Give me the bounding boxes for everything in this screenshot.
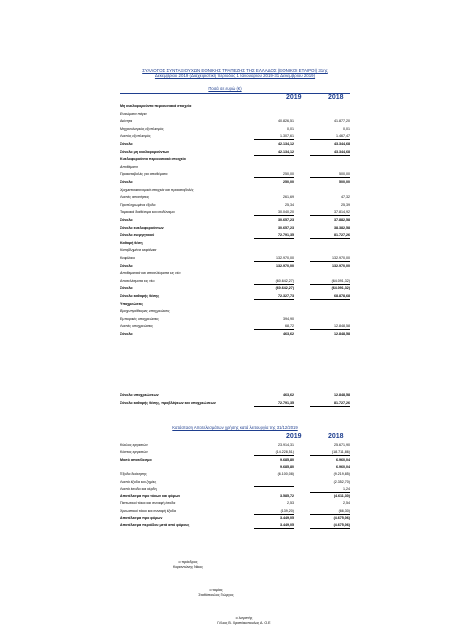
balance-row [120, 308, 350, 314]
balance-row [120, 179, 350, 185]
income-row [120, 493, 350, 499]
income-value-2018: 6.960,04 [336, 464, 350, 469]
balance-label: Αποτελέσματα εις νέο [120, 278, 155, 283]
income-value-2019: (14.228,51) [254, 449, 294, 456]
income-value-2019: (6.100,08) [277, 472, 294, 477]
signature-role: ο πρόεδρος [178, 560, 198, 564]
balance-label: Προκαταβολές για αποθέματα [120, 172, 168, 177]
balance-value-2019: 132.970,00 [254, 255, 294, 262]
balance-row [120, 133, 350, 139]
balance-row [120, 111, 350, 117]
income-row [120, 464, 350, 470]
signature-name: Γέλιος Β. Χριστάκοπουλος Α. Ο.Ε [217, 621, 271, 625]
balance-value-2018: 12.848,58 [310, 323, 350, 330]
totals-label: Σύνολο υποχρεώσεων [120, 393, 159, 397]
income-value-2019 [254, 486, 294, 487]
income-row [120, 442, 350, 448]
balance-row [120, 225, 350, 231]
balance-value-2018: 81.727,26 [310, 232, 350, 239]
totals-row [120, 392, 350, 398]
income-value-2019: 3.449,05 [280, 516, 294, 520]
balance-value-2019: 42.134,12 [254, 149, 294, 156]
income-value-2019: 9.685,80 [280, 457, 294, 462]
header-rule [120, 93, 350, 94]
totals-value-2018: 81.727,26 [310, 400, 350, 407]
balance-row [120, 293, 350, 299]
balance-value-2019: 72.327,73 [254, 293, 294, 300]
balance-row [120, 141, 350, 147]
signature-block [156, 588, 276, 598]
balance-value-2019: 40.826,51 [278, 119, 294, 124]
balance-label: Μη κυκλοφορούντα περιουσιακά στοιχεία [120, 104, 192, 108]
totals-value-2019: 72.791,35 [254, 400, 294, 407]
balance-value-2018: 500,00 [310, 171, 350, 178]
balance-label: Ενσώματα πάγια [120, 111, 147, 116]
totals-label: Σύνολο καθαρής θέσης, προβλέψεων και υποχρεώσεων [120, 400, 216, 405]
balance-label: Βραχυπρόθεσμες υποχρεώσεις [120, 309, 170, 314]
document-title [90, 68, 380, 78]
income-row [120, 486, 350, 492]
balance-label: Εμπορικές υποχρεώσεις [120, 316, 159, 321]
income-row [120, 500, 350, 506]
balance-label: Λοιπός εξοπλισμός [120, 134, 151, 139]
balance-row [120, 278, 350, 284]
balance-row [120, 247, 350, 253]
balance-row [120, 301, 350, 307]
balance-row [120, 149, 350, 155]
balance-value-2018: 1.467,47 [310, 133, 350, 140]
balance-value-2019: 261,69 [283, 195, 294, 200]
income-value-2019: 23.914,31 [278, 443, 294, 447]
balance-row [120, 323, 350, 329]
balance-row [120, 331, 350, 337]
signature-role: ο ταμίας [209, 588, 223, 592]
balance-label: Σύνολο [120, 142, 133, 146]
balance-value-2018: 47,32 [341, 195, 350, 200]
balance-row [120, 240, 350, 246]
balance-value-2019: 250,00 [283, 180, 294, 184]
balance-label: Καταβλημένα κεφάλαια [120, 248, 157, 253]
signature-name: Καραντώνης Νίκος [173, 565, 203, 569]
income-value-2018: (2.352,70) [333, 479, 350, 484]
balance-label: Σύνολο [120, 286, 133, 291]
balance-label: Σύνολο καθαρής θέσης [120, 294, 160, 298]
income-year-2018: 2018 [328, 433, 344, 440]
income-value-2018: 2,54 [343, 501, 350, 506]
balance-row [120, 164, 350, 170]
income-value-2019: 9.685,80 [280, 464, 294, 469]
signature-name: Σταθόπουλος Γιώργος [198, 593, 234, 597]
balance-label: Σύνολο ενεργητικού [120, 233, 155, 238]
income-label: Κόστος εργασιών [120, 450, 148, 455]
balance-label: Προπληρωμένα έξοδα [120, 202, 156, 207]
income-row [120, 515, 350, 521]
income-label: Κύκλος εργασιών [120, 443, 148, 447]
balance-value-2019: 30.657,23 [278, 218, 294, 222]
balance-value-2018: 132.970,00 [332, 263, 350, 268]
income-row [120, 522, 350, 528]
balance-value-2018: 37.882,58 [334, 218, 350, 222]
balance-label: Ακίνητα [120, 119, 133, 124]
balance-label: Αποθεματικά και αποτελέσματα εις νέο [120, 271, 181, 276]
totals-value-2019: 463,62 [283, 393, 294, 397]
balance-label: Καθαρή θέση [120, 240, 143, 245]
income-value-2018: (4.611,30) [333, 494, 350, 499]
balance-label: Μηχανολογικός εξοπλισμός [120, 126, 164, 131]
income-value-2018: 25.671,90 [334, 443, 350, 447]
balance-value-2019: (60.642,27) [254, 278, 294, 285]
balance-value-2018: 41.877,20 [334, 119, 350, 124]
balance-row [120, 232, 350, 238]
balance-row [120, 217, 350, 223]
currency-note: Ποσά σε ευρώ (€) [208, 86, 242, 91]
balance-row [120, 316, 350, 322]
income-value-2019: (139,20) [254, 508, 294, 515]
balance-value-2019: 250,00 [254, 171, 294, 178]
balance-value-2018: (64.091,32) [331, 286, 350, 291]
balance-row [120, 187, 350, 193]
balance-value-2018: 132.970,00 [310, 255, 350, 262]
balance-row [120, 255, 350, 261]
balance-value-2019: 132.970,00 [276, 263, 294, 268]
balance-value-2018: 12.848,58 [334, 332, 350, 336]
balance-value-2018: 43.344,68 [334, 142, 350, 146]
balance-row [120, 126, 350, 132]
balance-value-2019: 25,34 [285, 202, 294, 207]
balance-value-2019: 0,01 [287, 126, 294, 131]
balance-label: Σύνολο [120, 332, 133, 336]
balance-row [120, 103, 350, 109]
income-year-2019: 2019 [286, 433, 302, 440]
totals-row [120, 400, 350, 406]
balance-value-2019: 463,62 [283, 332, 294, 336]
balance-value-2018: 37.814,92 [310, 209, 350, 216]
balance-value-2019: (60.642,27) [275, 286, 294, 291]
balance-value-2018: (64.091,32) [310, 278, 350, 285]
income-label: Λοιπά έξοδα και ζημίες [120, 479, 157, 484]
income-value-2018: (18.711,86) [310, 449, 350, 456]
income-row [120, 479, 350, 485]
income-label: Χρεωστικοί τόκοι και συναφή έξοδα [120, 508, 177, 513]
balance-label: Σύνολο [120, 263, 133, 268]
income-value-2018: (4.675,06) [310, 522, 350, 529]
income-row [120, 508, 350, 514]
balance-row [120, 202, 350, 208]
balance-value-2019: 30.040,20 [254, 209, 294, 216]
balance-label: Κεφάλαιο [120, 256, 136, 260]
balance-row [120, 263, 350, 269]
title-line-2: Δεκεμβρίου 2019 (Διαχειριστική περίοδος 1 Ιανουαρίου 2019-31 Δεκεμβρίου 2019) [154, 73, 316, 79]
income-label: Αποτέλεσμα περιόδου μετά από φόρους [120, 523, 190, 528]
income-label: Έξοδα διοίκησης [120, 472, 147, 477]
balance-row [120, 285, 350, 291]
balance-value-2018: 38.382,58 [334, 225, 350, 230]
balance-value-2019: 68,72 [254, 323, 294, 330]
income-value-2018: 1,24 [310, 486, 350, 493]
balance-value-2018: 0,01 [343, 126, 350, 131]
balance-label: Κυκλοφορούντα περιουσιακά στοιχεία [120, 157, 186, 162]
balance-value-2019: 1.307,61 [254, 133, 294, 140]
balance-label: Σύνολο κυκλοφορούντων [120, 225, 164, 230]
income-value-2018: (4.675,06) [333, 516, 350, 520]
income-row [120, 471, 350, 477]
balance-row [120, 156, 350, 162]
balance-label: Υποχρεώσεις [120, 301, 144, 306]
balance-row [120, 118, 350, 124]
balance-label: Σύνολο μη κυκλοφορούντων [120, 149, 170, 154]
balance-value-2018: 43.344,68 [310, 149, 350, 156]
signature-role: ο λογιστής [235, 616, 253, 620]
balance-value-2018: 500,00 [339, 180, 350, 184]
title-line-1: ΣΥΛΛΟΓΟΣ ΣΥΝΤΑΞΙΟΥΧΩΝ ΕΘΝΙΚΗΣ ΤΡΑΠΕΖΗΣ ΤΗΣ ΕΛΛΑΔΟΣ (ΕΘΝΙΚΟΙ ΕΤΑΙΡΟΙ) 31ης [142, 68, 328, 73]
balance-value-2018: 25,39 [341, 202, 350, 207]
signature-block [184, 616, 304, 626]
balance-label: Λοιπές απαιτήσεις [120, 195, 150, 200]
signature-block [128, 560, 248, 570]
balance-label: Αποθέματα [120, 164, 138, 169]
income-label: Λοιπά έσοδα και κέρδη [120, 486, 157, 491]
income-row [120, 449, 350, 455]
balance-label: Χρηματοοικονομικά στοιχεία και προκαταβολές [120, 187, 194, 192]
balance-value-2019: 394,90 [283, 316, 294, 321]
balance-label: Ταμειακά διαθέσιμα και ισοδύναμα [120, 210, 175, 215]
totals-value-2018: 12.848,58 [334, 393, 350, 397]
income-value-2018: (9.219,85) [333, 472, 350, 477]
income-row [120, 457, 350, 463]
income-value-2019: 3.449,05 [254, 522, 294, 529]
balance-label: Σύνολο [120, 218, 133, 222]
balance-row [120, 194, 350, 200]
income-value-2019: 3.585,72 [280, 494, 294, 499]
income-value-2018: 6.960,04 [336, 457, 350, 462]
income-statement-title: Κατάσταση Αποτελεσμάτων χρήσης κατά λειτουργία της 31/12/2019 [172, 425, 298, 430]
income-label: Πιστωτικοί τόκοι και συναφή έσοδα [120, 501, 176, 506]
balance-row [120, 209, 350, 215]
income-value-2019: 2,53 [287, 501, 294, 506]
balance-value-2019: 42.134,12 [278, 142, 294, 146]
balance-value-2018: 68.878,68 [310, 293, 350, 300]
balance-value-2019: 72.791,35 [254, 232, 294, 239]
balance-year-2018: 2018 [328, 94, 344, 101]
balance-value-2019: 30.657,23 [278, 225, 294, 230]
income-value-2018: (66,30) [310, 508, 350, 515]
balance-row [120, 171, 350, 177]
balance-row [120, 270, 350, 276]
balance-label: Σύνολο [120, 180, 133, 184]
income-label: Αποτέλεσμα προ φόρων [120, 516, 163, 520]
balance-year-2019: 2019 [286, 94, 302, 101]
income-label: Μικτό αποτέλεσμα [120, 457, 152, 462]
income-label: Αποτέλεσμα προ τόκων και φόρων [120, 494, 181, 499]
balance-label: Λοιπές υποχρεώσεις [120, 324, 153, 329]
